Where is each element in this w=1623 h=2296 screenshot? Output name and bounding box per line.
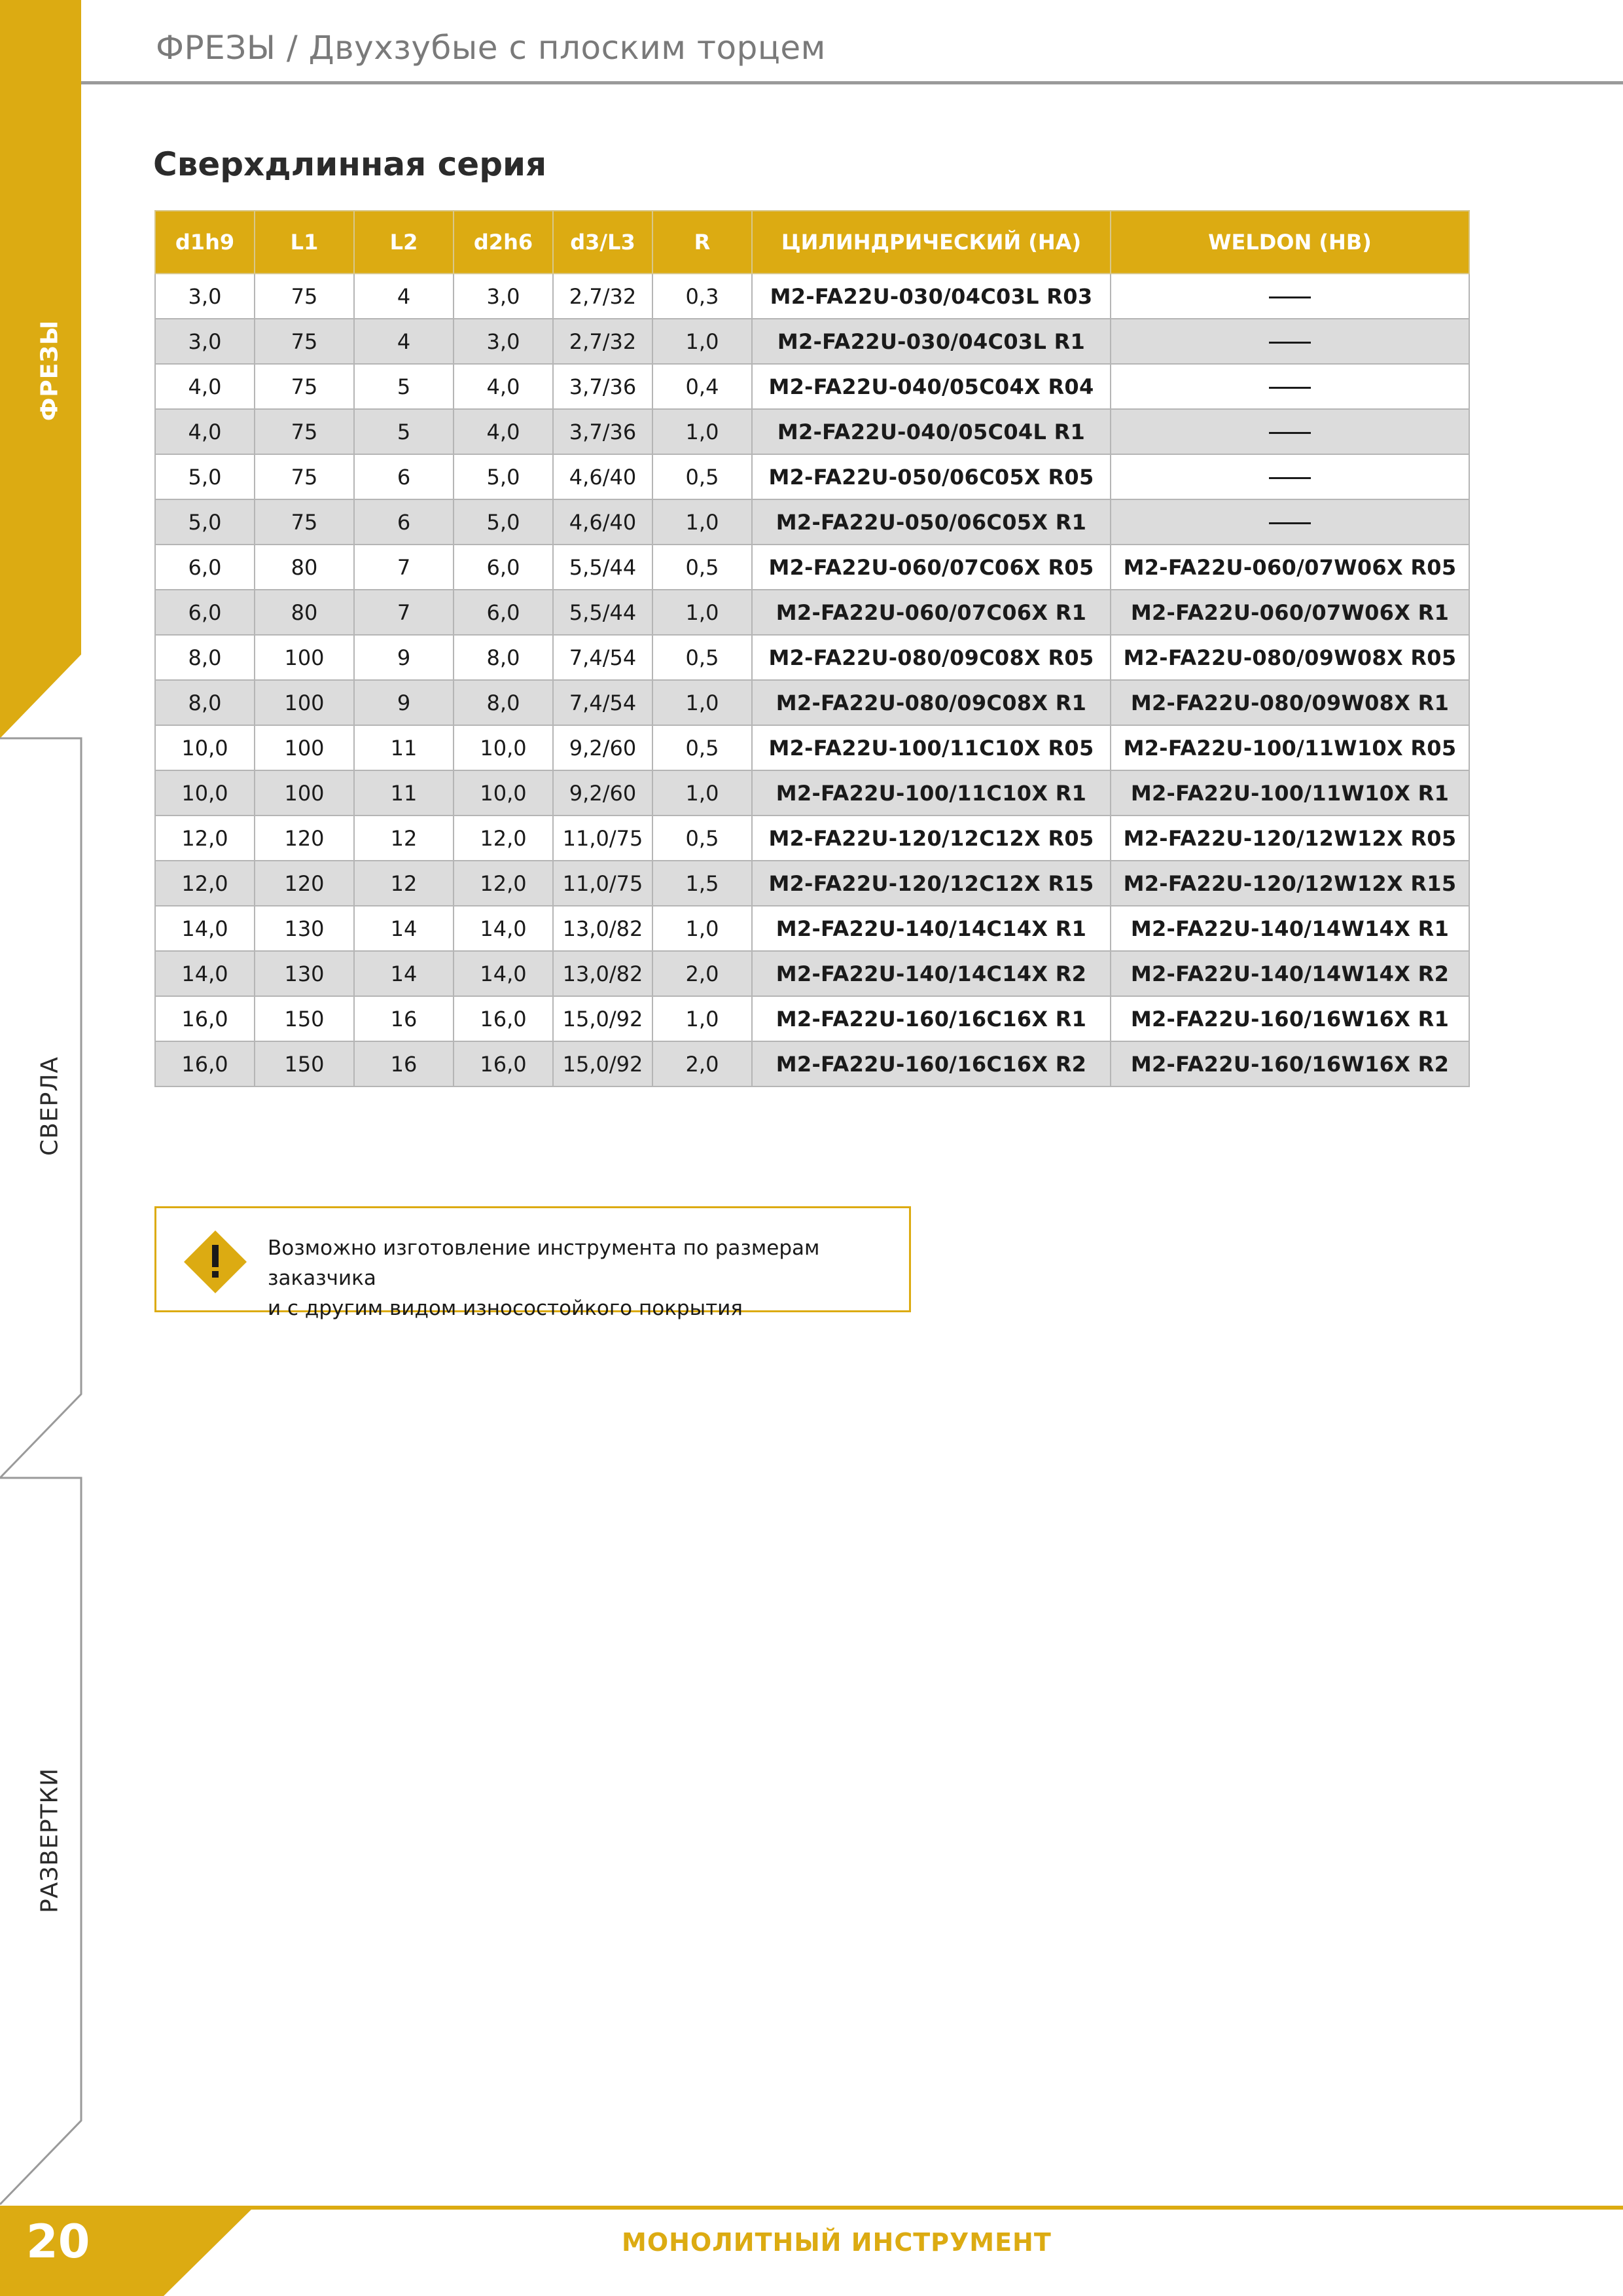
table-cell: 5,0 [155, 454, 255, 499]
table-cell: 16 [354, 1041, 454, 1086]
table-row [155, 861, 1469, 906]
table-cell: 130 [255, 951, 354, 996]
table-cell: M2-FA22U-040/05C04X R04 [752, 364, 1111, 409]
note-line-1: Возможно изготовление инструмента по размерам заказчика [268, 1236, 820, 1290]
table-cell: M2-FA22U-100/11C10X R1 [752, 770, 1111, 816]
page-number: 20 [26, 2215, 90, 2269]
table-cell: 75 [255, 499, 354, 545]
table-cell: 0,5 [652, 635, 752, 680]
note-text [268, 1233, 909, 1323]
table-cell: M2-FA22U-040/05C04L R1 [752, 409, 1111, 454]
table-cell: M2-FA22U-100/11W10X R05 [1111, 725, 1469, 770]
column-header: L2 [354, 211, 454, 274]
table-cell: 8,0 [454, 635, 553, 680]
table-cell: 6,0 [155, 590, 255, 635]
table-cell: 1,5 [652, 861, 752, 906]
table-cell: 2,7/32 [553, 274, 652, 319]
table-cell: M2-FA22U-080/09W08X R05 [1111, 635, 1469, 680]
table-cell: 130 [255, 906, 354, 951]
table-cell: M2-FA22U-120/12W12X R15 [1111, 861, 1469, 906]
sidebar-tab-frezy[interactable]: ФРЕЗЫ [36, 319, 63, 422]
table-cell: 6,0 [454, 545, 553, 590]
table-cell: 4,6/40 [553, 499, 652, 545]
table-cell: 6,0 [155, 545, 255, 590]
table-row [155, 499, 1469, 545]
table-cell: 13,0/82 [553, 951, 652, 996]
table-cell: M2-FA22U-120/12C12X R15 [752, 861, 1111, 906]
table-cell-empty [1111, 364, 1469, 409]
table-cell-empty [1111, 274, 1469, 319]
table-cell: 100 [255, 635, 354, 680]
table-cell: 4 [354, 319, 454, 364]
spec-table [154, 210, 1470, 1087]
table-cell: 15,0/92 [553, 996, 652, 1041]
column-header: R [652, 211, 752, 274]
table-cell: 8,0 [454, 680, 553, 725]
table-cell: 14 [354, 951, 454, 996]
table-cell: 7,4/54 [553, 635, 652, 680]
table-cell: 16,0 [155, 996, 255, 1041]
table-cell: 1,0 [652, 590, 752, 635]
table-cell: 5,0 [155, 499, 255, 545]
column-header: ЦИЛИНДРИЧЕСКИЙ (HA) [752, 211, 1111, 274]
table-cell: 4,0 [454, 409, 553, 454]
table-cell: M2-FA22U-060/07W06X R1 [1111, 590, 1469, 635]
table-cell: 4,0 [155, 409, 255, 454]
table-row [155, 545, 1469, 590]
table-cell: 11,0/75 [553, 816, 652, 861]
table-cell: 14,0 [454, 951, 553, 996]
table-cell: 1,0 [652, 319, 752, 364]
table-cell: M2-FA22U-160/16C16X R2 [752, 1041, 1111, 1086]
table-cell: 2,7/32 [553, 319, 652, 364]
page-header-title: ФРЕЗЫ / Двухзубые с плоским торцем [156, 29, 826, 67]
table-cell: M2-FA22U-140/14W14X R2 [1111, 951, 1469, 996]
table-cell: 6 [354, 499, 454, 545]
table-cell: 75 [255, 364, 354, 409]
table-cell: 150 [255, 996, 354, 1041]
table-cell: 100 [255, 680, 354, 725]
table-row [155, 996, 1469, 1041]
table-cell: 0,5 [652, 545, 752, 590]
table-cell: 75 [255, 319, 354, 364]
table-cell: M2-FA22U-140/14C14X R1 [752, 906, 1111, 951]
table-cell: 5,5/44 [553, 590, 652, 635]
table-cell: 10,0 [454, 725, 553, 770]
table-cell: M2-FA22U-060/07W06X R05 [1111, 545, 1469, 590]
table-cell: 3,0 [454, 274, 553, 319]
table-cell: M2-FA22U-080/09C08X R05 [752, 635, 1111, 680]
table-cell: M2-FA22U-060/07C06X R05 [752, 545, 1111, 590]
table-cell: 5,0 [454, 499, 553, 545]
table-cell: 5,5/44 [553, 545, 652, 590]
table-cell: 9,2/60 [553, 725, 652, 770]
dash-icon [1269, 522, 1311, 524]
note-line-2: и с другим видом износостойкого покрытия [268, 1297, 743, 1320]
table-cell: 3,7/36 [553, 409, 652, 454]
table-cell: 0,5 [652, 725, 752, 770]
table-cell: 6,0 [454, 590, 553, 635]
table-cell: M2-FA22U-050/06C05X R05 [752, 454, 1111, 499]
table-cell: M2-FA22U-140/14W14X R1 [1111, 906, 1469, 951]
dash-icon [1269, 432, 1311, 434]
sidebar-tab-razvertki[interactable]: РАЗВЕРТКИ [36, 1767, 63, 1914]
table-cell: M2-FA22U-120/12C12X R05 [752, 816, 1111, 861]
table-cell: 4,0 [155, 364, 255, 409]
table-cell: 12,0 [155, 816, 255, 861]
table-cell: 75 [255, 454, 354, 499]
column-header: d1h9 [155, 211, 255, 274]
sidebar-tab-sverla[interactable]: СВЕРЛА [36, 1056, 63, 1156]
table-cell: 0,5 [652, 454, 752, 499]
table-cell: 7,4/54 [553, 680, 652, 725]
table-row [155, 454, 1469, 499]
dash-icon [1269, 296, 1311, 298]
table-cell: M2-FA22U-030/04C03L R1 [752, 319, 1111, 364]
table-cell: M2-FA22U-080/09C08X R1 [752, 680, 1111, 725]
table-cell: 15,0/92 [553, 1041, 652, 1086]
table-cell: 120 [255, 816, 354, 861]
table-cell: 80 [255, 590, 354, 635]
table-cell: 10,0 [155, 725, 255, 770]
table-cell: 5,0 [454, 454, 553, 499]
table-cell: M2-FA22U-160/16C16X R1 [752, 996, 1111, 1041]
table-row [155, 951, 1469, 996]
table-cell: 1,0 [652, 906, 752, 951]
dash-icon [1269, 342, 1311, 344]
table-cell: 1,0 [652, 996, 752, 1041]
table-cell: 0,3 [652, 274, 752, 319]
table-row [155, 635, 1469, 680]
column-header: d3/L3 [553, 211, 652, 274]
table-cell: 1,0 [652, 409, 752, 454]
table-cell: 12 [354, 816, 454, 861]
table-cell: 4,0 [454, 364, 553, 409]
table-cell: 1,0 [652, 770, 752, 816]
table-row [155, 409, 1469, 454]
table-cell: 3,7/36 [553, 364, 652, 409]
table-cell: M2-FA22U-100/11C10X R05 [752, 725, 1111, 770]
note-box [154, 1206, 911, 1320]
table-cell: 5 [354, 364, 454, 409]
table-row [155, 680, 1469, 725]
table-cell: 2,0 [652, 951, 752, 996]
table-row [155, 906, 1469, 951]
table-cell: 2,0 [652, 1041, 752, 1086]
table-cell: 12,0 [454, 816, 553, 861]
table-cell-empty [1111, 499, 1469, 545]
table-cell: 100 [255, 770, 354, 816]
table-cell: 16,0 [155, 1041, 255, 1086]
table-cell: 9,2/60 [553, 770, 652, 816]
table-cell: 14,0 [155, 906, 255, 951]
table-row [155, 816, 1469, 861]
dash-icon [1269, 477, 1311, 479]
section-title: Сверхдлинная серия [153, 145, 547, 183]
table-cell-empty [1111, 454, 1469, 499]
table-cell: 9 [354, 680, 454, 725]
table-cell: 3,0 [155, 319, 255, 364]
table-cell: 150 [255, 1041, 354, 1086]
table-cell: 80 [255, 545, 354, 590]
table-cell: 12 [354, 861, 454, 906]
table-cell: 10,0 [155, 770, 255, 816]
table-cell: 10,0 [454, 770, 553, 816]
column-header: d2h6 [454, 211, 553, 274]
table-row [155, 364, 1469, 409]
column-header: L1 [255, 211, 354, 274]
table-cell: 16,0 [454, 996, 553, 1041]
table-cell: 8,0 [155, 680, 255, 725]
table-cell: M2-FA22U-050/06C05X R1 [752, 499, 1111, 545]
table-cell: 0,4 [652, 364, 752, 409]
table-cell: 1,0 [652, 499, 752, 545]
column-header: WELDON (HB) [1111, 211, 1469, 274]
table-cell: 7 [354, 545, 454, 590]
table-cell: 8,0 [155, 635, 255, 680]
table-cell: 4,6/40 [553, 454, 652, 499]
table-cell: 0,5 [652, 816, 752, 861]
table-cell: M2-FA22U-140/14C14X R2 [752, 951, 1111, 996]
table-row [155, 1041, 1469, 1086]
table-cell: M2-FA22U-160/16W16X R1 [1111, 996, 1469, 1041]
footer-title: МОНОЛИТНЫЙ ИНСТРУМЕНТ [622, 2228, 1052, 2257]
table-cell: 3,0 [155, 274, 255, 319]
table-cell: M2-FA22U-120/12W12X R05 [1111, 816, 1469, 861]
table-cell: 7 [354, 590, 454, 635]
table-cell: 3,0 [454, 319, 553, 364]
table-cell: 120 [255, 861, 354, 906]
table-cell: 11 [354, 725, 454, 770]
table-cell-empty [1111, 319, 1469, 364]
table-cell: 14 [354, 906, 454, 951]
table-cell: M2-FA22U-080/09W08X R1 [1111, 680, 1469, 725]
table-cell: 75 [255, 409, 354, 454]
warning-icon [181, 1228, 249, 1296]
table-cell: M2-FA22U-060/07C06X R1 [752, 590, 1111, 635]
table-cell: 14,0 [155, 951, 255, 996]
table-row [155, 590, 1469, 635]
table-cell: 4 [354, 274, 454, 319]
table-cell: 5 [354, 409, 454, 454]
table-row [155, 725, 1469, 770]
table-cell: 16,0 [454, 1041, 553, 1086]
table-cell: M2-FA22U-030/04C03L R03 [752, 274, 1111, 319]
table-cell: 11,0/75 [553, 861, 652, 906]
dash-icon [1269, 387, 1311, 389]
table-cell: 14,0 [454, 906, 553, 951]
table-row [155, 274, 1469, 319]
table-cell: 9 [354, 635, 454, 680]
table-cell: 12,0 [454, 861, 553, 906]
table-cell: 11 [354, 770, 454, 816]
table-row [155, 319, 1469, 364]
table-cell-empty [1111, 409, 1469, 454]
table-cell: 16 [354, 996, 454, 1041]
table-header-row [155, 211, 1469, 274]
header-divider [81, 81, 1623, 84]
table-cell: 12,0 [155, 861, 255, 906]
table-cell: 6 [354, 454, 454, 499]
table-cell: 75 [255, 274, 354, 319]
table-row [155, 770, 1469, 816]
table-cell: 100 [255, 725, 354, 770]
table-cell: M2-FA22U-160/16W16X R2 [1111, 1041, 1469, 1086]
table-cell: M2-FA22U-100/11W10X R1 [1111, 770, 1469, 816]
table-cell: 1,0 [652, 680, 752, 725]
table-cell: 13,0/82 [553, 906, 652, 951]
